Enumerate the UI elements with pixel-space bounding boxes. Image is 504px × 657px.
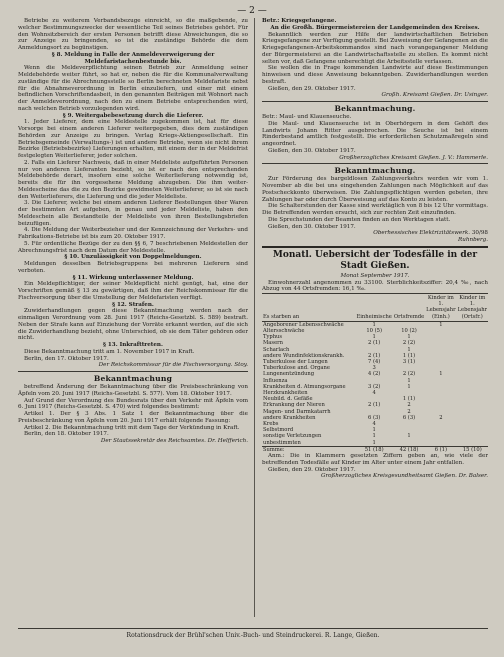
table-cell: Masern <box>263 340 283 347</box>
signature: Oberhessisches Elektrizitätswerk. <box>373 230 471 237</box>
table-cell: 4 (2) <box>368 371 381 378</box>
table-cell: 1 (1) <box>402 396 416 403</box>
subject-line: Betr.: Maul- und Klauenseuche. <box>262 114 352 120</box>
table-cell: Influenza <box>263 377 288 384</box>
table-total-row <box>262 446 488 453</box>
table-cell: 6 (3) <box>402 414 416 421</box>
place-date: Gießen, den 30. Oktober 1917. <box>268 147 356 154</box>
paragraph: Sie wollen die in Frage kommenden Landwirte auf diese Bestimmungen hinweisen und diese Anweisung bekanntgeben. Zuwiderhandlungen werden bestraft. <box>262 65 488 85</box>
left-column <box>18 18 248 619</box>
table-row <box>262 321 488 328</box>
addressee: An die Großh. Bürgermeistereien der Landgemeinden des Kreises. <box>270 24 480 31</box>
paragraph: Artikel 2. Die Bekanntmachung tritt mit dem Tage der Verkündung in Kraft. <box>24 424 240 431</box>
table-cell: 1 <box>407 383 411 390</box>
table-cell: 2 <box>407 408 411 415</box>
paragraph: betreffend Änderung der Bekanntmachung über die Preisbeschränkung von Äpfeln vom 20. Juni 1917 (Reichs-Gesetzbl. S. 577). Vom 18. Oktober 1917. <box>18 384 248 397</box>
signature-block <box>262 230 488 237</box>
paragraph: Bekanntlich werden zur Hilfe der landwirtschaftlichen Betrieben Kriegsgefangene zur Verfügung gestellt. Bei Zuweisung der Gefangenen an die Kriegsgefangenen-Arbeitskommandos sind nach vorangegangener Meldung der Bürgermeisterei an die Landwirtschaftsstelle zu stellen. Es kommt nicht selten vor, daß Gefangene unberechtigt die Arbeitsstelle verlassen. <box>262 31 488 65</box>
paragraph: Die Sprechstunden der Beamten finden an den Werktagen statt. <box>268 216 451 223</box>
paragraph: Zuwiderhandlungen gegen diese Bekanntmachung werden nach der einmaligen Verordnung vom 28. Juni 1917 (Reichs-Gesetzbl. S. 589) bestraft. Neben der Strafe kann auf Einziehung der Vorräte erkannt werden, auf die sich die Zuwiderhandlung bezieht, ohne Unterschied, ob sie dem Täter gehören oder nicht. <box>18 308 248 342</box>
table-cell: Selbstmord <box>263 427 294 434</box>
paragraph: 4. Die Meldung der Weiterbezieher und der Kennzeichnung der Verkehrs- und Fabrikations-Betriebe ist bis zum 20. Oktober 1917. <box>18 227 248 240</box>
table-cell: 6 (3) <box>368 414 381 421</box>
table-cell: unbestimmten <box>263 439 301 446</box>
place-date: Berlin, den 18. Oktober 1917. <box>24 431 109 438</box>
table-cell: Erkrankung der Nieren <box>263 402 325 409</box>
right-column <box>262 18 488 619</box>
table-cell <box>393 321 425 328</box>
announcement-title: Bekanntmachung. <box>334 104 416 113</box>
table-cell: 7 (4) <box>368 359 381 366</box>
table-cell: 15 (10) <box>457 446 488 453</box>
table-cell: Herzkrankheiten <box>263 390 308 397</box>
section-heading: § 13. Inkrafttreten. <box>103 342 163 348</box>
mortality-table-month: Monat September 1917. <box>340 272 410 279</box>
paragraph: Zur Förderung des bargeldlosen Zahlungsverkehrs werden wir vom 1. November ab die bei uns eingehenden Zahlungen nach Möglichkeit auf das Postscheckkonto überweisen. Die Zahlungspflichtigen werden gebeten, ihre Zahlungen bar oder durch Überweisung auf das Konto zu leisten. <box>262 176 488 203</box>
section-heading: § 10. Unzulässigkeit von Doppelmeldungen. <box>64 254 202 261</box>
page-number: — 2 — <box>237 6 267 16</box>
table-cell: 2 <box>439 414 443 421</box>
section-heading: § 12. Strafen. <box>112 301 154 308</box>
table-cell: 1 <box>407 346 411 353</box>
announcement-title: Bekanntmachung. <box>334 166 416 176</box>
table-cell: 1 <box>372 334 376 341</box>
table-cell: 4 <box>372 390 376 397</box>
divider <box>262 246 488 248</box>
column-header: Kinder im 1. Lebensjahr (Ortsfr.) <box>457 295 488 320</box>
table-cell: 1 <box>372 433 376 440</box>
paragraph: Meldungen desselben Betriebsgruppens bei mehreren Lieferern sind verboten. <box>18 261 248 274</box>
table-cell: 42 (18) <box>393 446 425 453</box>
signature-name: Ruhnberg. <box>458 237 488 243</box>
table-cell: Angeborener Lebensschwäche <box>263 321 344 328</box>
table-cell: 3 (2) <box>368 383 381 390</box>
table-cell: Summe: <box>262 446 355 453</box>
table-cell: Magen- und Darmkatarrh <box>263 408 331 415</box>
signature: Großh. Kreisamt Gießen. Dr. Usinger. <box>381 92 488 99</box>
paragraph: Wenn die Meldeverpflichtung seinen Betrieb zur Anmeldung seiner Meldebehörde weiter führt, so hat er, neben die für die Kommunalverwaltung zuständige für die Abrechnungsstelle so Berlin berechneten Meldefariste nebst für die Abnahmeverordnung in Berlin einzuliefern, und einer mit einem befindlichen Vorschriftendasbeit, in den genannten Beiträgen mit Wohnort nach der Anmeldeverordnung, nach den zu einem Betriebe entsprechenden wird, nach welchen Betrieb vorzulegenden wird. <box>18 65 248 112</box>
paragraph: 2. Falls ein Lieferer Nachweis, daß in einer Meldeliste aufgeführten Personen nur von anderen Lieferanten bezieht, so ist er nach den entsprechenden Meldebehörde derart, insofern eine solche Weiterlieferung notwendig ist, bereits die für ihn vorgesehene Meldung abzugeben. Die ihm weiter-Meldescheine das die zu den Bezirke gewidmeten Weiterlieferer, so ist sie nach den Weiterlieferers, die Lieferung und die jeder Meldeliste. <box>18 159 248 200</box>
table-cell: 1 <box>407 334 411 341</box>
table-cell: Lungenentzündung <box>263 371 315 378</box>
paragraph: Einwohnerzahl angenommen zu 33100. Sterblichkeitsziffer: 20,4 ‰, nach Abzug von 44 Ortsfremden: 16,1 ‰. <box>262 279 488 293</box>
table-cell: Krebs <box>263 421 279 428</box>
column-header: Es starben an <box>262 294 355 322</box>
table-cell: 3 <box>372 365 376 372</box>
table-cell <box>457 321 488 328</box>
divider <box>262 101 488 102</box>
signature: Der Staatssekretär des Reichsamtes. Dr. Helfferich. <box>100 438 248 444</box>
paragraph: 3. Die Lieferer, welche bei einem anderen Lieferer Bestellungen über Waren der bestimmten Art aufgeben, in genau und jeder Meldeliste, haben den Meldeschein alle Bestandteile der Meldeliste von ihren Bestellungsbriefen beizufügen. <box>18 200 248 227</box>
table-cell <box>393 440 425 447</box>
table-cell: Neubild. d. Gefäße <box>263 396 313 403</box>
paragraph: Die Maul- und Klauenseuche ist in Oberhörgern in dem Gehöft des Landwirts Johann Ritter ausgebrochen. Die Seuche ist bei einem Rinderbestand amtlich festgestellt. Die erforderlichen Schutzmaßregeln sind angeordnet. <box>262 120 488 147</box>
table-cell: andere Wundinfektionskrankh. <box>263 352 345 359</box>
place-date <box>262 224 488 231</box>
section-heading: § 8. Meldung in Falle der Anmeldeverweigerung der Meldefaristachenbestunde bis. <box>51 51 215 65</box>
table-cell: Tuberkulose and. Organe <box>263 365 330 372</box>
table-cell: 1 <box>372 321 376 328</box>
table-cell: 2 (2) <box>402 340 416 347</box>
signature: Großherzogliches Kreisgesundheitsamt Gießen. Dr. Balser. <box>321 473 488 480</box>
table-cell: 2 (1) <box>368 402 381 409</box>
announcement-title: Bekanntmachung <box>93 374 173 383</box>
table-cell: Scharlach <box>263 346 290 353</box>
paragraph: Diese Bekanntmachung tritt am 1. November 1917 in Kraft. <box>24 348 195 355</box>
signature: Der Reichskommissar für die Fischversorgung. Stoy. <box>98 362 248 369</box>
table-row <box>262 440 488 447</box>
signature: Großherzogliches Kreisamt Gießen. J. V.: Hammerle. <box>339 154 488 161</box>
section-heading: § 9. Weitergabebesetzung durch die Lieferer. <box>62 112 204 119</box>
divider <box>18 371 248 372</box>
table-cell <box>425 440 456 447</box>
table-cell: 1 <box>439 321 443 328</box>
table-cell: 2 (2) <box>402 371 416 378</box>
table-cell: Tuberkulose der Lungen <box>263 359 328 366</box>
table-body <box>262 321 488 446</box>
table-cell <box>457 440 488 447</box>
intro-text <box>18 18 248 113</box>
place-date: Gießen, den 29. Oktober 1917. <box>268 466 356 473</box>
table-cell: 1 <box>372 439 376 446</box>
table-note: Anm.: Die in Klammern gesetzten Ziffern geben an, wie viele der betreffenden Todesfälle auf Kinder im Alter unter einem Jahr entfallen. <box>262 453 488 466</box>
table-cell: 3 (1) <box>402 359 416 366</box>
mortality-table <box>262 293 488 453</box>
table-cell: 4 <box>372 421 376 428</box>
paragraph: Ein Meldepflichtiger, der seiner Meldepflicht nicht genügt, hat, eine der Vorschriften gemäß § 13 zu gewärtigen, daß ihm der Reichskommissar für die Fischversorgung über die Umstellung der Meldefaristen verfügt. <box>18 281 248 301</box>
printer-footer: Rotationsdruck der Brühl'schen Univ.-Buch- und Steindruckerei. R. Lange, Gießen. <box>18 628 488 639</box>
table-cell: Typhus <box>263 334 283 341</box>
divider <box>262 163 488 164</box>
column-header: Einheimische <box>355 294 392 322</box>
table-cell: 2 (1) <box>368 352 381 359</box>
table-cell: sonstige Verletzungen <box>263 433 322 440</box>
column-header: Ortsfremde <box>393 294 425 322</box>
table-cell: 1 <box>372 427 376 434</box>
paragraph: Betriebe zu weiterem Verbandsbezuge einreicht, so die maßgebende, zu welcher Bestimmungszwecke der wesentliche Teil seines Betriebes gehört. Für den Wohnsitzbereich der ersten Personen betrifft diese Abweichungen, die so zur Anzeige zu bringenden, so ist die zuständige Behörde die dem Anmeldungsort zu begünstigen. <box>18 18 248 51</box>
table-cell: 1 <box>407 377 411 384</box>
table-cell: 1 <box>439 371 443 378</box>
table-header-row <box>262 294 488 322</box>
table-cell: 10 (2) <box>401 328 417 335</box>
column-divider <box>254 18 255 617</box>
paragraph: Auf Grund der Verordnung des Bundesrats über den Verkehr mit Äpfeln vom 6. Juni 1917 (Reichs-Gesetzbl. S. 470) wird folgendes bestimmt: <box>18 397 248 411</box>
table-cell: Krankheiten d. Atmungsorgane <box>263 383 346 390</box>
table-cell: 10 (5) <box>366 328 382 335</box>
place-date: Gießen, den 29. Oktober 1917. <box>268 85 356 92</box>
table-cell: 2 <box>407 402 411 409</box>
table-cell: 1 <box>407 433 411 440</box>
table-cell: Altersschwäche <box>263 328 305 335</box>
section-heading: § 11. Wirkung unterlassener Meldung. <box>72 274 194 281</box>
place-date: Berlin, den 17. Oktober 1917. <box>24 355 109 362</box>
paragraph: Die Schalterstunden der Kasse sind werktäglich von 8 bis 12 Uhr vormittags. Die Betreffenden werden ersucht, sich zur rechten Zeit einzufinden. <box>262 203 488 216</box>
place-date-text: Gießen, den 30. Oktober 1917. <box>268 223 356 230</box>
mortality-table-title: Monatl. Uebersicht der Todesfälle in der Stadt Gießen. <box>272 249 478 271</box>
table-cell: 6 (1) <box>425 446 456 453</box>
table-cell: 1 (1) <box>402 352 416 359</box>
reference-number: 30/98 <box>471 230 488 237</box>
table-cell: 2 (1) <box>368 340 381 347</box>
subject-line: Betr.: Kriegsgefangene. <box>262 18 337 24</box>
paragraph: 1. Jeder Lieferer, dem eine Meldestelle zugekommen ist, hat für diese Vorsorge bei einem anderen Lieferer weitergegeben, dies dem zuständigen Behörden zur Anzeige zu bringen. Verlag Kriegs-Aktiengesellschaft. Ein Betriebsgemeinde (Verwaltungs-) ist und andere Betriebe, wenn sie nicht ihrem Bezirke (Betriebsbezirke) Lieferungen erhalten, mit einem der in der Meldefrist festgelegten Weiterlieferer, jeder solchen. <box>18 119 248 159</box>
paragraph: Artikel 1. Der § 3 Abs. 1 Satz 1 der Bekanntmachung über die Preisbeschränkung von Äpfeln vom 20. Juni 1917 erhält folgende Fassung: <box>18 411 248 424</box>
column-header: Kinder im 1. Lebensjahr (Einh.) <box>426 295 456 320</box>
paragraph: 5. Für ordentliche Bezüge der zu den §§ 6, 7 beschriebenen Meldestellen der Abrechnungsfrist nach dem Datum der Meldestelle. <box>18 240 248 254</box>
table-cell: 51 (18) <box>355 446 392 453</box>
table-cell: andere Krankheiten <box>263 414 316 421</box>
